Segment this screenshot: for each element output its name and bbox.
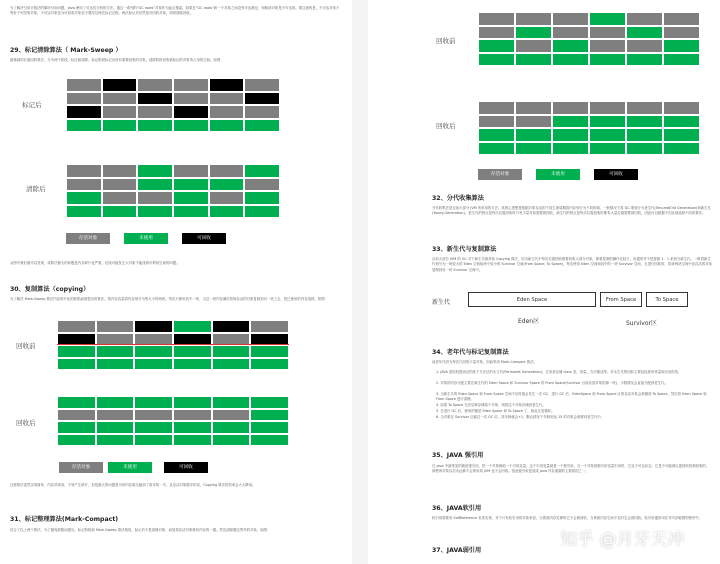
half-divider-line	[57, 344, 289, 345]
memory-block	[209, 119, 245, 133]
memory-block	[173, 345, 212, 358]
memory-block	[134, 345, 173, 358]
memory-block	[212, 320, 251, 333]
memory-block	[212, 396, 251, 409]
section-30-after-text: 这种算法虽然实现简单，内存效率高，不易产生碎片，但是最大的问题是可用内存被压缩到了原本的一半。且存活对象增多的话，Copying 算法的效率会大大降低。	[10, 483, 256, 487]
memory-block	[209, 92, 245, 106]
document-page-left	[0, 0, 352, 564]
memory-block	[515, 142, 552, 156]
copy-before-label: 回收前	[16, 342, 36, 350]
sweep-label: 清除后	[26, 185, 46, 193]
section-32-title: 32、分代收集算法	[432, 195, 484, 202]
memory-block	[96, 320, 135, 333]
memory-block	[173, 320, 212, 333]
memory-block	[589, 128, 626, 142]
memory-block	[209, 205, 245, 219]
memory-block	[209, 78, 245, 92]
memory-block	[515, 26, 552, 40]
section-32-text: 分代收集法是目前大部分 JVM 所采用的方法，其核心思想是根据对象存活的不同生命周期将内存划分为不同的域，一般情况下将 GC 堆划分为老生代(Tenured/Old Generation)和新生代(Young Generation)。老生代的特点是每次垃圾回收时只有少量对象需要被回收，新生代的特点是每次垃圾回收时都有大量垃圾需要被回收，因此可以根据不同区域选择不同的算法。	[432, 206, 711, 216]
memory-block	[173, 191, 209, 205]
memory-block	[663, 53, 700, 67]
memory-block	[478, 39, 515, 53]
memory-block	[134, 421, 173, 434]
memory-block	[96, 434, 135, 447]
memory-block	[96, 421, 135, 434]
memory-block	[57, 434, 96, 447]
memory-block	[212, 345, 251, 358]
memory-block	[134, 320, 173, 333]
memory-block	[137, 178, 173, 192]
memory-block	[478, 26, 515, 40]
memory-block	[250, 345, 289, 358]
memory-block	[663, 101, 700, 115]
memory-block	[102, 92, 138, 106]
memory-block	[137, 205, 173, 219]
memory-block	[250, 434, 289, 447]
copying-after-grid	[57, 396, 289, 446]
memory-block	[515, 39, 552, 53]
memory-block	[173, 421, 212, 434]
to-space-box: To Space	[646, 292, 688, 307]
legend-alive-3: 存活对象	[478, 169, 522, 180]
memory-block	[244, 92, 280, 106]
memory-block	[173, 119, 209, 133]
section-30-title: 30、复制算法（copying）	[10, 286, 90, 293]
mark-label: 标记后	[22, 101, 42, 109]
memory-block	[66, 178, 102, 192]
compact-after-label: 回收后	[436, 122, 456, 130]
memory-block	[57, 396, 96, 409]
memory-block	[173, 78, 209, 92]
legend-alive-1: 存活对象	[66, 233, 110, 244]
eden-space-box: Eden Space	[468, 292, 596, 307]
from-space-box: From Space	[600, 292, 642, 307]
memory-block	[626, 26, 663, 40]
memory-block	[137, 105, 173, 119]
memory-block	[589, 26, 626, 40]
memory-block	[66, 205, 102, 219]
memory-block	[244, 205, 280, 219]
memory-block	[663, 12, 700, 26]
memory-block	[134, 434, 173, 447]
copy-after-label: 回收后	[16, 419, 36, 427]
memory-block	[663, 39, 700, 53]
zhihu-watermark: 知乎 @月牙天冲	[560, 530, 685, 550]
memory-block	[102, 78, 138, 92]
intro-paragraph: 为了解决引用计数法的循环引用问题，Java 使用了可达性分析的方法。通过一系列的“GC roots”对象作为起点搜索。如果在“GC roots”和一个对象之间没有可达路径，则称该对象是不可达的。要注意的是，不可达对象不等价于可回收对象，不可达对象变为可回收对象至少要经过两次标记过程。两次标记后仍然是可回收对象，则将面临回收。	[10, 6, 340, 16]
section-37-title: 37、JAVA弱引用	[432, 547, 482, 554]
memory-block	[57, 345, 96, 358]
section-34-item: 5. 在进行 GC 后，使用的便是 Eden Space 和 To Space 了，如此反复循环。	[436, 409, 555, 413]
memory-block	[137, 191, 173, 205]
section-33-title: 33、新生代与复制算法	[432, 246, 497, 253]
memory-block	[244, 119, 280, 133]
memory-block	[134, 358, 173, 371]
memory-block	[478, 12, 515, 26]
memory-block	[552, 53, 589, 67]
mark-sweep-after-grid	[66, 164, 280, 218]
memory-block	[589, 142, 626, 156]
memory-block	[102, 105, 138, 119]
section-30-text: 为了解决 Mark-Sweep 算法内存碎片化的缺陷而被提出的算法。按内存容量将内存划分为等大小的两块。每次只使用其中一块，当这一块内存满后将尚存活的对象复制到另一块上去，把已使用的内存清掉，如图：	[10, 297, 328, 301]
memory-block	[515, 12, 552, 26]
compact-before-label: 回收前	[436, 37, 456, 45]
memory-block	[173, 178, 209, 192]
memory-block	[173, 205, 209, 219]
section-33-text: 目前大部分 JVM 的 GC 对于新生代都采取 Copying 算法，因为新生代中每次垃圾回收都要回收大部分对象，即要复制的操作比较少，但通常并不是按照 1：1 来划分新生代。一般将新生代划分为一块较大的 Eden 空间和两个较小的 Survivor 空间(From Space, To Space)，每次使用 Eden 空间和其中的一块 Survivor 空间，当进行回收时，将该两块空间中还存活的对象复制到另一块 Survivor 空间中。	[432, 257, 712, 272]
memory-block	[250, 409, 289, 422]
memory-block	[589, 53, 626, 67]
section-34-item: 6. 当对象在 Survivor 区躲过一次 GC 后，其年龄就会+1。默认情况下年龄到达 15 的对象会被移到老生代中。	[436, 415, 605, 419]
memory-block	[137, 119, 173, 133]
memory-block	[212, 434, 251, 447]
memory-block	[663, 26, 700, 40]
memory-block	[66, 105, 102, 119]
memory-block	[589, 115, 626, 129]
memory-block	[173, 358, 212, 371]
memory-block	[244, 178, 280, 192]
young-gen-label: 新生代	[432, 299, 451, 306]
memory-block	[57, 421, 96, 434]
memory-block	[515, 115, 552, 129]
memory-block	[552, 115, 589, 129]
memory-block	[102, 205, 138, 219]
eden-region-label: Eden区	[518, 318, 540, 325]
legend-unused-2: 未使用	[108, 462, 152, 473]
memory-block	[96, 409, 135, 422]
legend-garbage-1: 可回收	[182, 233, 226, 244]
memory-block	[96, 345, 135, 358]
memory-block	[212, 409, 251, 422]
legend-alive-2: 存活对象	[59, 462, 103, 473]
memory-block	[212, 358, 251, 371]
section-34-item: 4. 如果 To Space 无法足够存储某个对象，则将这个对象存储到老生代。	[436, 403, 546, 407]
memory-block	[515, 53, 552, 67]
memory-block	[173, 434, 212, 447]
memory-block	[626, 128, 663, 142]
memory-block	[137, 78, 173, 92]
memory-block	[66, 191, 102, 205]
memory-block	[173, 164, 209, 178]
copying-before-grid	[57, 320, 289, 370]
memory-block	[102, 178, 138, 192]
section-29-title: 29、标记清除算法（ Mark-Sweep ）	[10, 47, 122, 54]
memory-block	[626, 142, 663, 156]
section-29-text: 最基础的垃圾回收算法，分为两个阶段，标注和清除。标记阶段标记出所有需要回收的对象，清除阶段回收被标记的对象所占用的空间。如图：	[10, 58, 224, 62]
memory-block	[478, 53, 515, 67]
memory-block	[66, 164, 102, 178]
memory-block	[134, 409, 173, 422]
memory-block	[209, 164, 245, 178]
memory-block	[66, 119, 102, 133]
memory-block	[626, 12, 663, 26]
memory-block	[626, 53, 663, 67]
survivor-region-label: Survivor区	[626, 320, 657, 327]
memory-block	[173, 409, 212, 422]
memory-block	[57, 320, 96, 333]
memory-block	[626, 115, 663, 129]
memory-block	[626, 39, 663, 53]
section-29-after-text: 从图中我们就可以发现，该算法最大的问题是内存碎片化严重，后续可能发生大对象不能找到可利用空间的问题。	[10, 261, 180, 265]
legend-garbage-2: 可回收	[164, 462, 208, 473]
memory-block	[134, 396, 173, 409]
section-34-text: 而老年代因为每次只回收少量对象，因而采用 Mark-Compact 算法。	[432, 360, 537, 364]
memory-block	[137, 164, 173, 178]
memory-block	[552, 12, 589, 26]
memory-block	[663, 128, 700, 142]
section-31-title: 31、标记整理算法(Mark-Compact)	[10, 516, 119, 523]
memory-block	[250, 396, 289, 409]
memory-block	[66, 92, 102, 106]
section-35-text: 在 Java 中最常见的就是强引用，把一个对象赋给一个引用变量，这个引用变量就是一个强引用。当一个对象被强引用变量引用时，它处于可达状态，它是不可能被垃圾回收机制回收的，即使该对象以后永远都不会被用到 JVM 也不会回收。因此强引用是造成 Java 内存泄漏的主要原因之一。	[432, 464, 710, 474]
memory-block	[244, 191, 280, 205]
section-34-item: 3. 当新生代的 Eden Space 和 From Space 空间不足时就会发生一次 GC，进行 GC 后，EdenSpace 和 From Space 区的存活对象会被挪到 To Space，然后将 Eden Space 和 From Space 进行清理。	[436, 392, 707, 402]
memory-block	[212, 421, 251, 434]
memory-block	[552, 128, 589, 142]
memory-block	[66, 78, 102, 92]
section-34-item: 2. 对象的内存分配主要在新生代的 Eden Space 和 Survivor Space 的 From Space(Survivor 目前存放对象的那一块)，少数情况会直接分配到老生代。	[436, 381, 668, 385]
memory-block	[96, 396, 135, 409]
compact-after-grid	[478, 101, 700, 155]
document-page-right	[368, 0, 720, 564]
memory-block	[478, 128, 515, 142]
memory-block	[173, 92, 209, 106]
legend-unused-1: 未使用	[124, 233, 168, 244]
memory-block	[589, 12, 626, 26]
section-31-text: 结合了以上两个算法，为了避免缺陷而提出。标记阶段和 Mark-Sweep 算法相同，标记后不是清理对象，而是将存活对象移向内存的一端。然后清除端边界外的对象。如图：	[10, 528, 271, 532]
memory-block	[244, 78, 280, 92]
mark-sweep-before-grid	[66, 78, 280, 132]
memory-block	[250, 358, 289, 371]
memory-block	[478, 115, 515, 129]
memory-block	[102, 191, 138, 205]
memory-block	[589, 39, 626, 53]
memory-block	[589, 101, 626, 115]
memory-block	[244, 164, 280, 178]
section-36-text: 软引用需要用 SoftReference 类来实现，对于只有软引用的对象来说，当系统内存足够时它不会被回收，当系统内存空间不足时它会被回收。软引用通常用在对内存敏感的程序中。	[432, 516, 703, 520]
memory-block	[209, 178, 245, 192]
memory-block	[250, 320, 289, 333]
memory-block	[137, 92, 173, 106]
section-34-item: 1. JAVA 虚拟机提到过的处于方法区的永生代(Permanet Generation)，它用来存储 class 类，常量，方法描述等。对永生代的回收主要包括废弃常量和无用的类。	[436, 370, 682, 374]
memory-block	[478, 101, 515, 115]
memory-block	[552, 26, 589, 40]
memory-block	[663, 115, 700, 129]
memory-block	[244, 105, 280, 119]
memory-block	[552, 142, 589, 156]
memory-block	[250, 421, 289, 434]
memory-block	[552, 101, 589, 115]
memory-block	[626, 101, 663, 115]
memory-block	[57, 409, 96, 422]
memory-block	[478, 142, 515, 156]
compact-before-grid	[478, 12, 700, 66]
section-36-title: 36、JAVA软引用	[432, 505, 482, 512]
memory-block	[515, 101, 552, 115]
memory-block	[173, 105, 209, 119]
memory-block	[173, 396, 212, 409]
memory-block	[102, 164, 138, 178]
memory-block	[552, 39, 589, 53]
memory-block	[515, 128, 552, 142]
memory-block	[663, 142, 700, 156]
memory-block	[102, 119, 138, 133]
section-34-title: 34、老年代与标记复制算法	[432, 349, 509, 356]
legend-unused-3: 未使用	[536, 169, 580, 180]
section-35-title: 35、JAVA 强引用	[432, 452, 484, 459]
memory-block	[96, 358, 135, 371]
memory-block	[57, 358, 96, 371]
memory-block	[209, 105, 245, 119]
memory-block	[209, 191, 245, 205]
legend-garbage-3: 可回收	[594, 169, 638, 180]
